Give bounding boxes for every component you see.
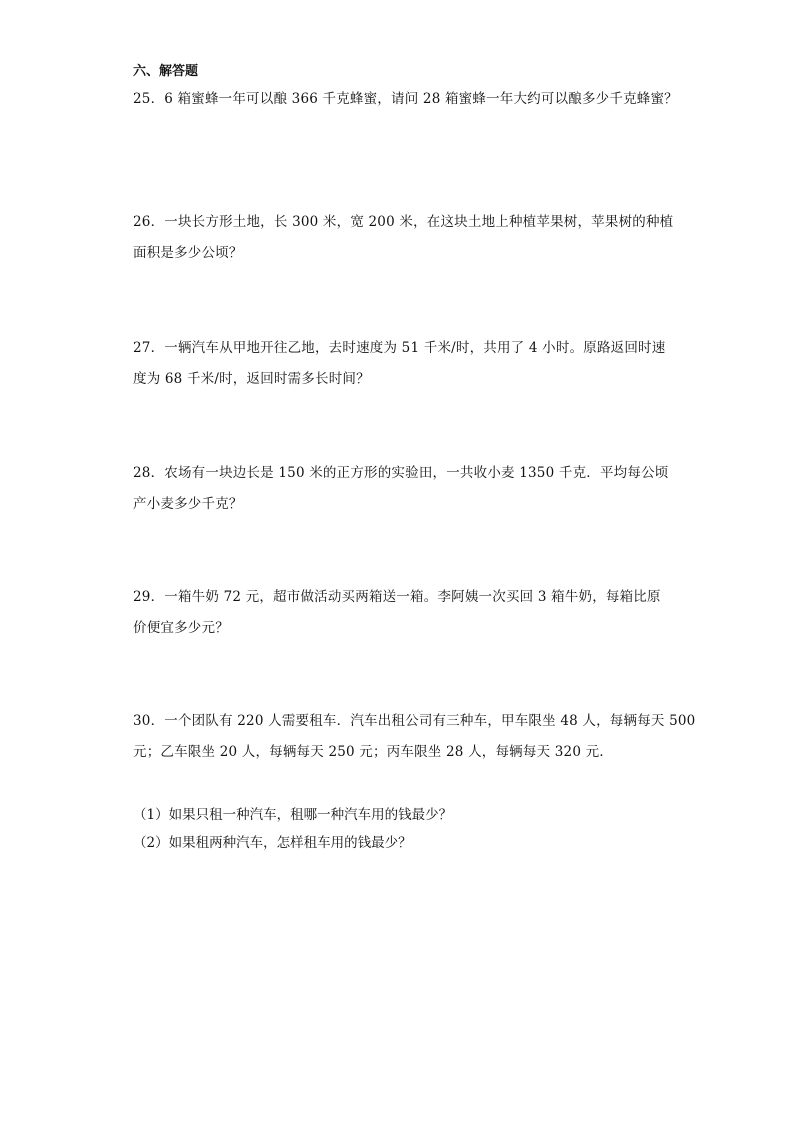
question-26-line-1: 26．一块长方形土地，长 300 米，宽 200 米，在这块土地上种植苹果树，苹果树的种植 [133,214,674,230]
section-title: 六、解答题 [133,64,199,79]
question-29-line-1: 29．一箱牛奶 72 元，超市做活动买两箱送一箱。李阿姨一次买回 3 箱牛奶，每箱比原 [133,589,661,605]
question-28-line-2: 产小麦多少千克？ [133,496,243,512]
question-25 [133,84,678,115]
question-30-line-2: 元；乙车限坐 20 人，每辆每天 250 元；丙车限坐 28 人，每辆每天 320 元． [133,744,614,760]
question-27 [133,333,673,395]
question-29-line-2: 价便宜多少元？ [133,620,229,636]
question-30 [133,706,696,768]
question-29 [133,582,673,644]
question-26-line-2: 面积是多少公顷？ [133,245,243,261]
question-28-line-1: 28．农场有一块边长是 150 米的正方形的实验田，一共收小麦 1350 千克．平均每公顷 [133,465,669,481]
question-30-sub-2: （2）如果租两种汽车，怎样租车用的钱最少？ [133,835,412,851]
question-27-line-2: 度为 68 千米/时，返回时需多长时间？ [133,371,370,387]
question-28 [133,458,673,520]
question-30-sub-1: （1）如果只租一种汽车，租哪一种汽车用的钱最少？ [133,807,453,823]
question-27-line-1: 27．一辆汽车从甲地开往乙地，去时速度为 51 千米/时，共用了 4 小时。原路返回时速 [133,340,666,356]
question-25-line-1: 25．6 箱蜜蜂一年可以酿 366 千克蜂蜜，请问 28 箱蜜蜂一年大约可以酿多少千克蜂蜜？ [133,91,678,107]
question-30-line-1: 30．一个团队有 220 人需要租车．汽车出租公司有三种车，甲车限坐 48 人，每辆每天 500 [133,713,696,729]
question-26 [133,207,673,269]
